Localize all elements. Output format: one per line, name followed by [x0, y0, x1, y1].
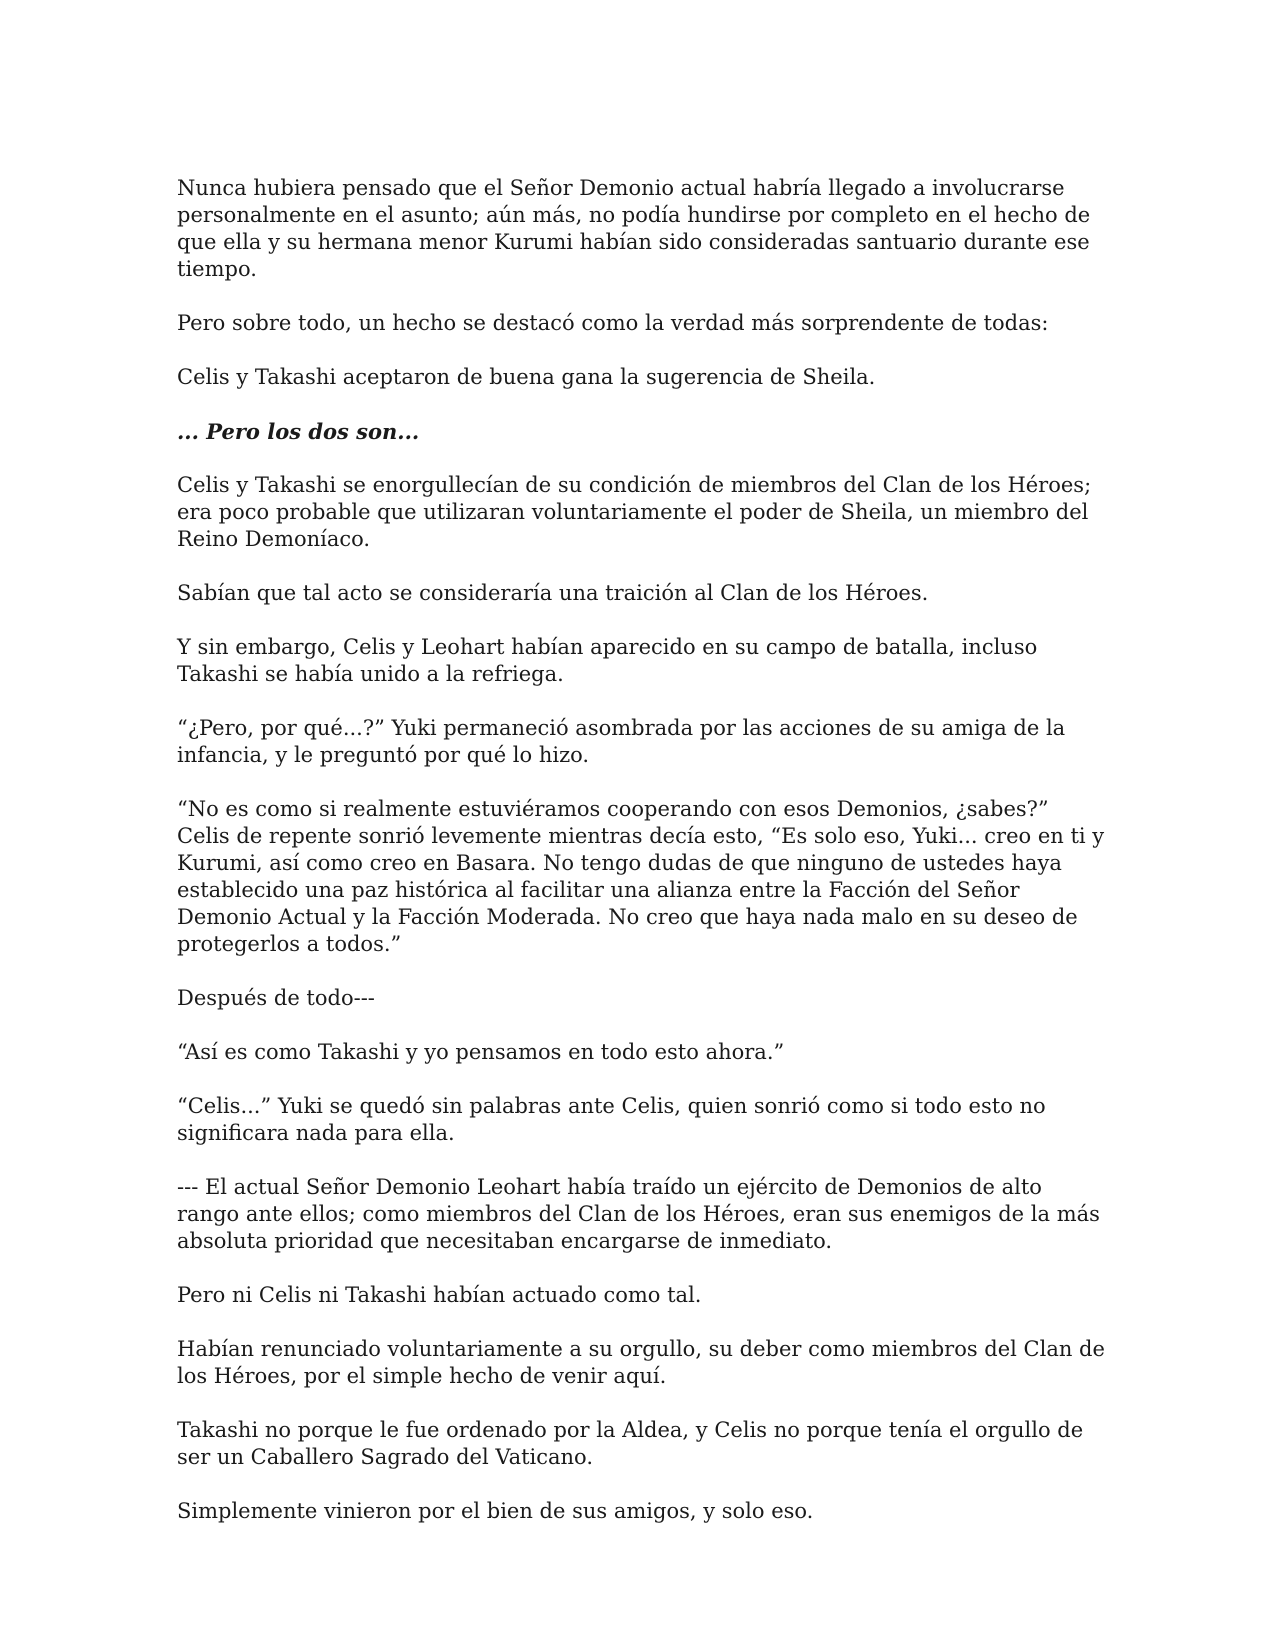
paragraph: Y sin embargo, Celis y Leohart habían aparecido en su campo de batalla, incluso Takashi se había unido a la refriega. — [177, 635, 1038, 686]
paragraph: Nunca hubiera pensado que el Señor Demonio actual habría llegado a involucrarse personalmente en el asunto; aún más, no podía hundirse por completo en el hecho de que ella y su hermana menor Kurumi habían sido consideradas santuario durante ese tiempo. — [177, 176, 1091, 281]
paragraph: “¿Pero, por qué...?” Yuki permaneció asombrada por las acciones de su amiga de la infancia, y le preguntó por qué lo hizo. — [177, 716, 1066, 767]
paragraph: Después de todo--- — [177, 986, 375, 1010]
paragraph: “No es como si realmente estuviéramos cooperando con esos Demonios, ¿sabes?” Celis de repente sonrió levemente mientras decía esto, “Es solo eso, Yuki... creo en ti y Kurumi, así como creo en Basara. No tengo dudas de que ninguno de ustedes haya establecido una paz histórica al facilitar una alianza entre la Facción del Señor Demonio Actual y la Facción Moderada. No creo que haya nada malo en su deseo de protegerlos a todos.” — [177, 797, 1105, 956]
paragraph: Simplemente vinieron por el bien de sus amigos, y solo eso. — [177, 1499, 814, 1523]
emphasized-paragraph: ... Pero los dos son... — [177, 419, 420, 444]
paragraph: Sabían que tal acto se consideraría una traición al Clan de los Héroes. — [177, 581, 929, 605]
paragraph: Takashi no porque le fue ordenado por la Aldea, y Celis no porque tenía el orgullo de ser un Caballero Sagrado del Vaticano. — [177, 1418, 1084, 1469]
document-body — [177, 175, 1107, 1552]
paragraph: “Celis...” Yuki se quedó sin palabras ante Celis, quien sonrió como si todo esto no significara nada para ella. — [177, 1094, 1046, 1145]
paragraph: Pero ni Celis ni Takashi habían actuado como tal. — [177, 1283, 702, 1307]
paragraph: Pero sobre todo, un hecho se destacó como la verdad más sorprendente de todas: — [177, 311, 1049, 335]
paragraph: Celis y Takashi aceptaron de buena gana la sugerencia de Sheila. — [177, 365, 876, 389]
paragraph: Celis y Takashi se enorgullecían de su condición de miembros del Clan de los Héroes; era poco probable que utilizaran voluntariamente el poder de Sheila, un miembro del Reino Demoníaco. — [177, 473, 1092, 551]
paragraph: Habían renunciado voluntariamente a su orgullo, su deber como miembros del Clan de los Héroes, por el simple hecho de venir aquí. — [177, 1337, 1105, 1388]
paragraph: --- El actual Señor Demonio Leohart había traído un ejército de Demonios de alto rango ante ellos; como miembros del Clan de los Héroes, eran sus enemigos de la más absoluta prioridad que necesitaban encargarse de inmediato. — [177, 1175, 1100, 1253]
paragraph: “Así es como Takashi y yo pensamos en todo esto ahora.” — [177, 1040, 785, 1064]
